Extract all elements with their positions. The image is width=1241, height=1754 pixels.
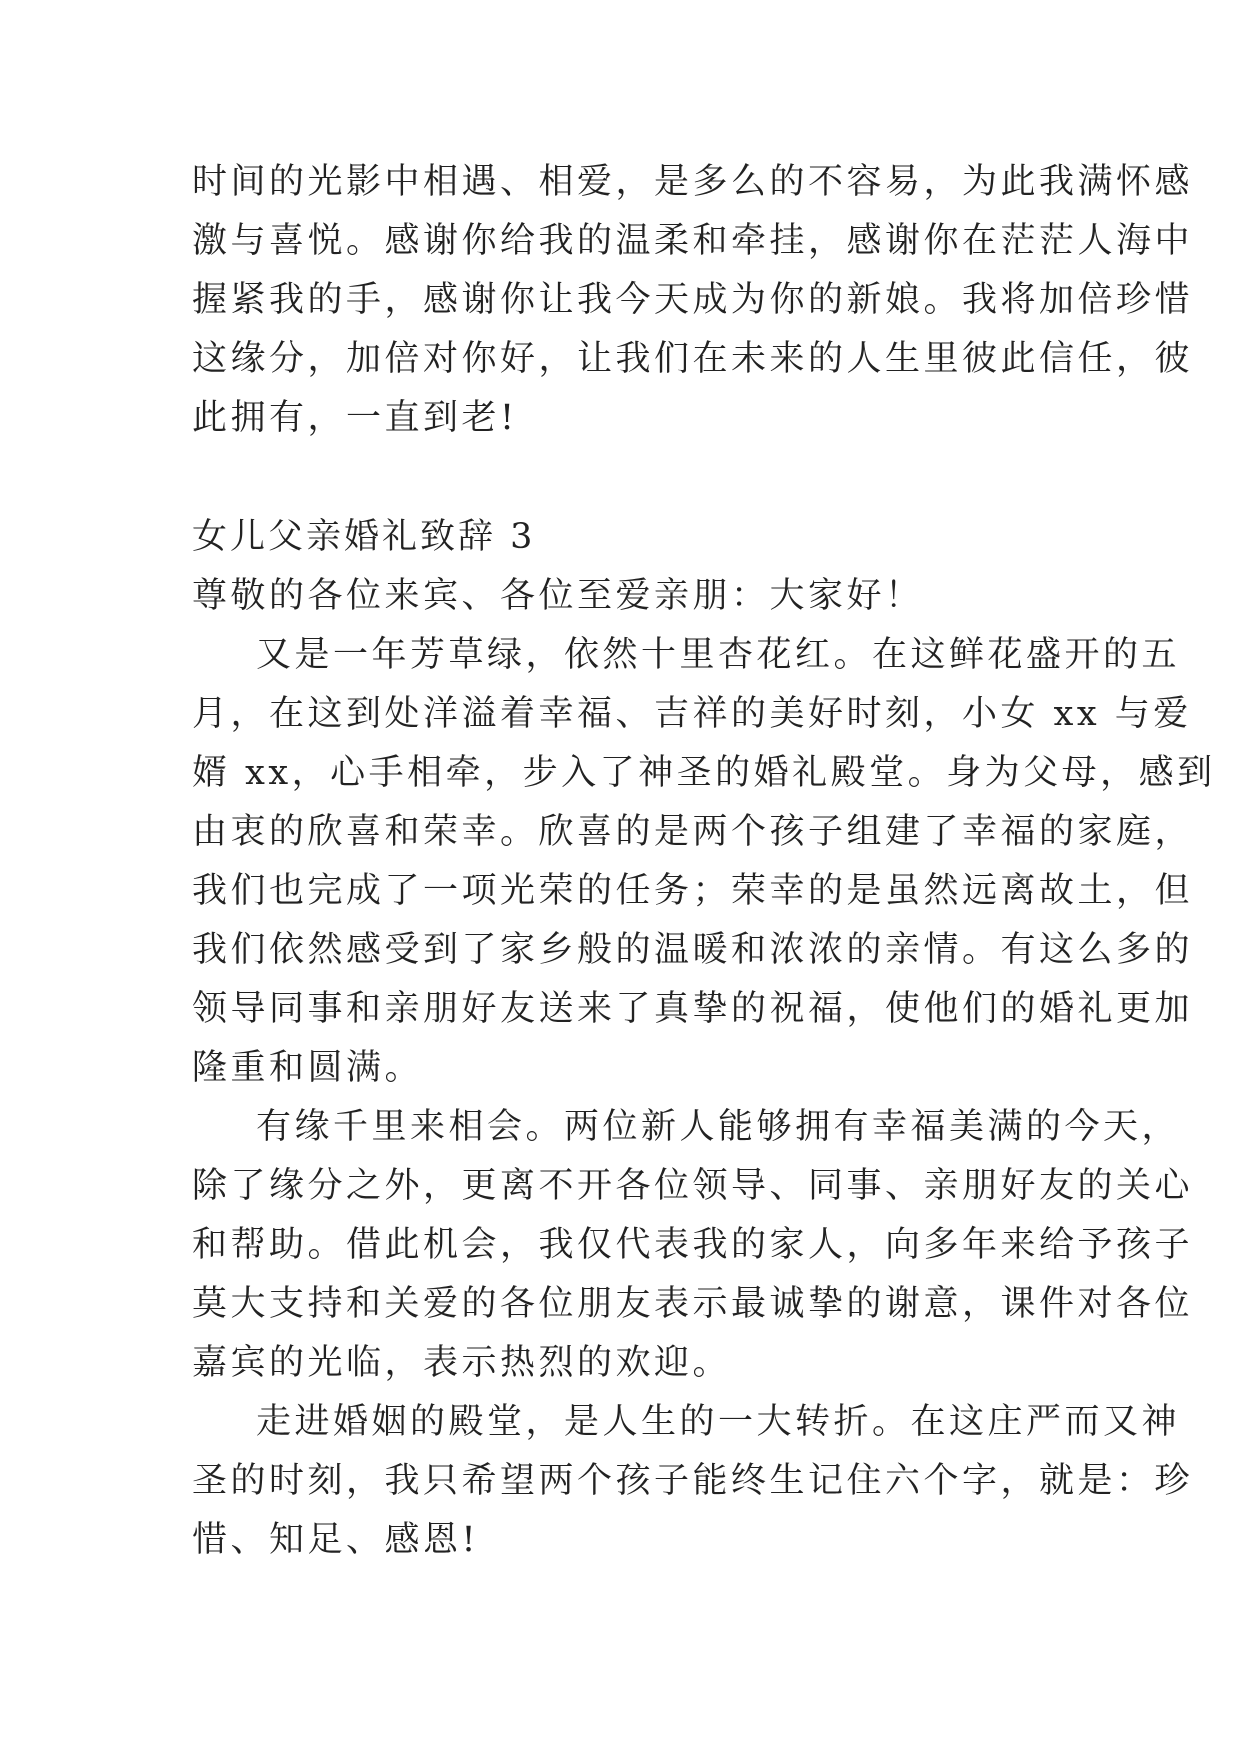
salutation: 尊敬的各位来宾、各位至爱亲朋：大家好！ bbox=[192, 576, 924, 616]
text-line: 和帮助。借此机会，我仅代表我的家人，向多年来给予孩子 bbox=[192, 1225, 1194, 1265]
text-line: 隆重和圆满。 bbox=[192, 1048, 424, 1088]
text-line: 此拥有，一直到老! bbox=[192, 398, 518, 438]
text-line: 有缘千里来相会。两位新人能够拥有幸福美满的今天， bbox=[256, 1107, 1181, 1147]
text-line: 激与喜悦。感谢你给我的温柔和牵挂，感谢你在茫茫人海中 bbox=[192, 221, 1194, 261]
text-line: 走进婚姻的殿堂，是人生的一大转折。在这庄严而又神 bbox=[256, 1402, 1181, 1442]
text-line: 领导同事和亲朋好友送来了真挚的祝福，使他们的婚礼更加 bbox=[192, 989, 1194, 1029]
text-line: 嘉宾的光临，表示热烈的欢迎。 bbox=[192, 1343, 732, 1383]
text-line: 婿 xx，心手相牵，步入了神圣的婚礼殿堂。身为父母，感到 bbox=[192, 753, 1216, 793]
text-line: 月，在这到处洋溢着幸福、吉祥的美好时刻，小女 xx 与爱 bbox=[192, 694, 1192, 734]
text-line: 由衷的欣喜和荣幸。欣喜的是两个孩子组建了幸福的家庭， bbox=[192, 812, 1194, 852]
text-line: 惜、知足、感恩! bbox=[192, 1520, 480, 1560]
text-line: 时间的光影中相遇、相爱，是多么的不容易，为此我满怀感 bbox=[192, 162, 1194, 202]
text-line: 除了缘分之外，更离不开各位领导、同事、亲朋好友的关心 bbox=[192, 1166, 1194, 1206]
text-line: 莫大支持和关爱的各位朋友表示最诚挚的谢意，课件对各位 bbox=[192, 1284, 1194, 1324]
text-line: 又是一年芳草绿，依然十里杏花红。在这鲜花盛开的五 bbox=[256, 635, 1181, 675]
text-line: 这缘分，加倍对你好，让我们在未来的人生里彼此信任，彼 bbox=[192, 339, 1194, 379]
text-line: 我们依然感受到了家乡般的温暖和浓浓的亲情。有这么多的 bbox=[192, 930, 1194, 970]
text-line: 我们也完成了一项光荣的任务；荣幸的是虽然远离故土，但 bbox=[192, 871, 1194, 911]
text-line: 圣的时刻，我只希望两个孩子能终生记住六个字，就是：珍 bbox=[192, 1461, 1194, 1501]
section-heading: 女儿父亲婚礼致辞 3 bbox=[192, 517, 536, 557]
text-line: 握紧我的手，感谢你让我今天成为你的新娘。我将加倍珍惜 bbox=[192, 280, 1194, 320]
